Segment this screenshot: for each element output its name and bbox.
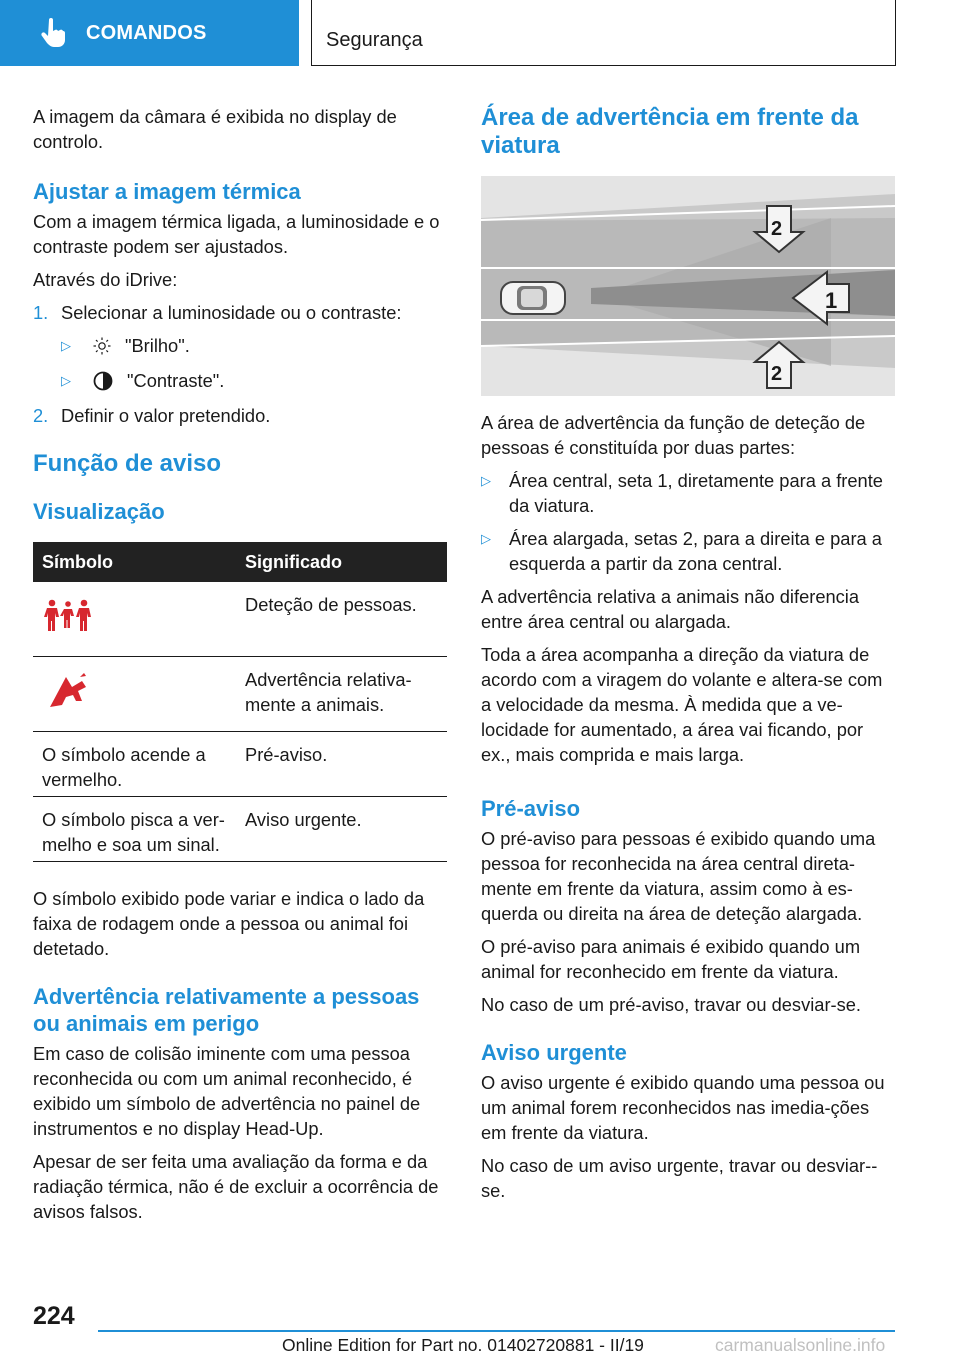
paragraph-idrive: Através do iDrive: [33, 269, 178, 290]
pedestrian-warning-icon [44, 598, 94, 636]
list-item-text: Área alargada, setas 2, para a direita e para a esquerda a partir da zona central. [509, 528, 882, 574]
watermark: carmanualsonline.info [715, 1335, 886, 1355]
heading-advertencia: Advertência relativamente a pessoas ou animais em perigo [33, 983, 420, 1036]
symbol-table [33, 542, 447, 862]
left-column [33, 104, 447, 1232]
table-row [33, 656, 447, 731]
hand-pointer-icon [40, 18, 66, 48]
bullet-triangle-icon: ▷ [481, 473, 491, 488]
bullet-triangle-icon: ▷ [61, 338, 71, 353]
paragraph-toda: Toda a área acompanha a direção da viatura de acordo com a viragem do volante e altera-se com a velocidade da mesma. À medida que a ve-locidade for aumentado, a área vai ficando, por ex., mais comprida e mais larga. [481, 644, 883, 765]
chapter-title: COMANDOS [86, 21, 207, 44]
option-contraste [33, 368, 447, 393]
table-cell-meaning: Aviso urgente. [236, 796, 447, 861]
paragraph-area: A área de advertência da função de deteção de pessoas é constituída por duas partes: [481, 412, 866, 458]
svg-text:1: 1 [825, 288, 838, 313]
paragraph-simbolo: O símbolo exibido pode variar e indica o lado da faixa de rodagem onde a pessoa ou animal foi detetado. [33, 887, 425, 959]
section-title: Segurança [326, 29, 423, 51]
step-2-number: 2. [33, 405, 49, 426]
car-icon [501, 282, 565, 314]
table-cell-meaning: Deteção de pessoas. [236, 582, 447, 656]
table-cell-meaning: Advertência relativa-mente a animais. [236, 656, 447, 731]
heading-visualizacao: Visualização [33, 499, 165, 524]
table-header-significado: Significado [236, 542, 447, 582]
option-brilho-label: "Brilho". [125, 335, 190, 356]
paragraph-urg-1: O aviso urgente é exibido quando uma pessoa ou um animal forem reconhecidos nas imedia-ções em frente da viatura. [481, 1072, 885, 1143]
section-tab [311, 0, 896, 66]
paragraph-animais: A advertência relativa a animais não diferencia entre área central ou alargada. [481, 586, 860, 632]
step-2-text: Definir o valor pretendido. [61, 405, 271, 426]
bullet-triangle-icon: ▷ [61, 373, 71, 388]
right-column [481, 104, 895, 1211]
table-cell-symbol: O símbolo acende a vermelho. [33, 731, 236, 796]
heading-ajustar: Ajustar a imagem térmica [33, 179, 301, 204]
sun-icon [93, 337, 111, 355]
list-item [481, 526, 895, 576]
footer-divider [98, 1330, 895, 1332]
paragraph-pre-3: No caso de um pré-aviso, travar ou desviar-se. [481, 994, 862, 1015]
option-contraste-label: "Contraste". [127, 370, 225, 391]
paragraph-pre-2: O pré-aviso para animais é exibido quando um animal for reconhecido em frente da viatura. [481, 936, 861, 982]
svg-text:2: 2 [771, 218, 783, 240]
chapter-tab [0, 0, 299, 66]
contrast-icon [93, 371, 113, 391]
option-brilho [33, 333, 447, 358]
warning-area-diagram [481, 176, 895, 396]
paragraph-colisao: Em caso de colisão iminente com uma pessoa reconhecida ou com um animal reconhecido, é exibido um símbolo de advertência no painel de instrumentos e no display Head-Up. [33, 1042, 421, 1139]
heading-funcao: Função de aviso [33, 450, 222, 477]
page-number: 224 [33, 1302, 75, 1330]
step-1 [33, 300, 447, 325]
bullet-triangle-icon: ▷ [481, 531, 491, 546]
list-item-text: Área central, seta 1, diretamente para a frente da viatura. [509, 470, 883, 516]
paragraph-apesar: Apesar de ser feita uma avaliação da forma e da radiação térmica, não é de excluir a ocorrência de avisos falsos. [33, 1150, 439, 1222]
animal-warning-icon [46, 671, 94, 709]
paragraph-ajustar: Com a imagem térmica ligada, a luminosidade e o contraste podem ser ajustados. [33, 211, 440, 257]
paragraph-urg-2: No caso de um aviso urgente, travar ou desviar--se. [481, 1155, 878, 1201]
table-row [33, 796, 447, 861]
table-cell-meaning: Pré-aviso. [236, 731, 447, 796]
paragraph-pre-1: O pré-aviso para pessoas é exibido quando uma pessoa for reconhecida na área central direta-mente em frente da viatura, assim como à es-querda ou direita na área de deteção alargada. [481, 828, 876, 924]
heading-area: Área de advertência em frente da viatura [481, 104, 859, 159]
heading-aviso-urgente: Aviso urgente [481, 1040, 627, 1065]
table-header-simbolo: Símbolo [33, 542, 236, 582]
table-cell-symbol [33, 582, 236, 656]
list-item [481, 468, 895, 518]
table-cell-symbol: O símbolo pisca a ver-melho e soa um sinal. [33, 796, 236, 861]
table-cell-symbol [33, 656, 236, 731]
table-row [33, 731, 447, 796]
step-1-text: Selecionar a luminosidade ou o contraste: [61, 302, 402, 323]
table-row [33, 582, 447, 656]
step-1-number: 1. [33, 302, 49, 323]
intro-text: A imagem da câmara é exibida no display de controlo. [33, 106, 397, 152]
step-2 [33, 403, 447, 428]
svg-text:2: 2 [771, 363, 783, 385]
heading-pre-aviso: Pré-aviso [481, 796, 581, 821]
footer-edition: Online Edition for Part no. 01402720881 - II/19 [282, 1335, 644, 1355]
